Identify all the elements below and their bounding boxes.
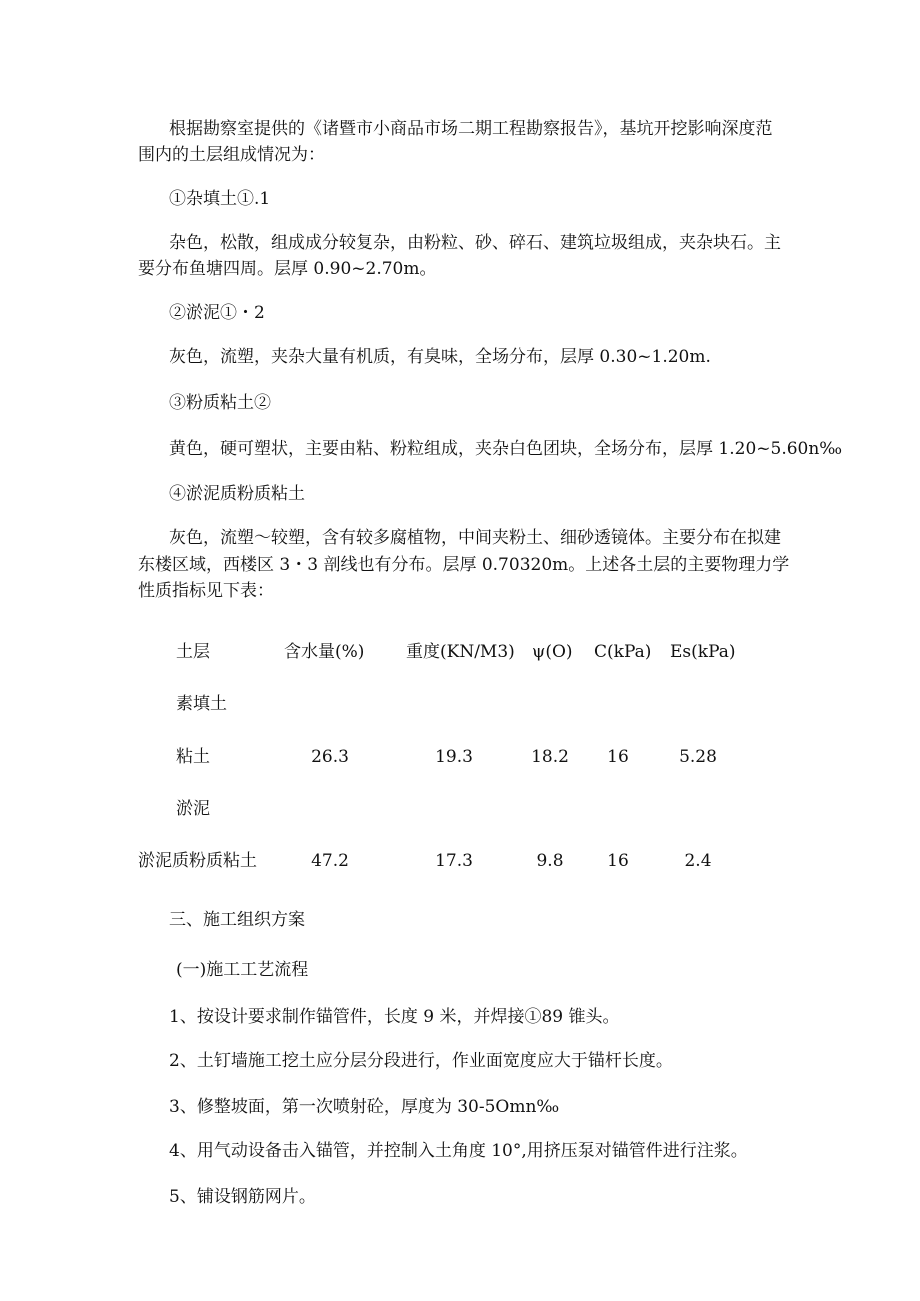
layer-description: 杂色，松散，组成成分较复杂，由粉粒、砂、碎石、建筑垃圾组成，夹杂块石。主 [169, 233, 781, 253]
layer-description: 要分布鱼塘四周。层厚 0.90~2.70m。 [138, 259, 437, 279]
layer-description: 性质指标见下表： [138, 581, 274, 601]
layer-description: 东楼区域，西楼区 3・3 剖线也有分布。层厚 0.70320m。上述各土层的主要物理力学 [138, 555, 790, 575]
table-cell: 5.28 [679, 747, 717, 767]
table-row-label: 粘土 [176, 747, 210, 767]
intro-line-1: 根据勘察室提供的《诸暨市小商品市场二期工程勘察报告》，基坑开挖影响深度范 [169, 119, 773, 139]
process-step: 4、用气动设备击入锚管，并控制入土角度 10°,用挤压泵对锚管件进行注浆。 [169, 1141, 748, 1161]
table-cell: 19.3 [435, 747, 473, 767]
layer-description: 灰色，流塑，夹杂大量有机质，有臭味，全场分布，层厚 0.30~1.20m. [169, 347, 711, 367]
table-header-cell: 土层 [176, 642, 210, 662]
process-step: 3、修整坡面，第一次喷射砼，厚度为 30-5Omn‰ [169, 1097, 560, 1117]
table-header-cell: C(kPa) [594, 642, 652, 662]
table-cell: 16 [607, 851, 629, 871]
layer-heading: ①杂填土①.1 [169, 189, 271, 209]
section-title: 三、施工组织方案 [169, 910, 305, 930]
table-cell: 9.8 [536, 851, 564, 871]
section-subtitle: (一)施工工艺流程 [176, 960, 309, 980]
table-header-cell: 重度(KN/M3) [406, 642, 515, 662]
layer-heading: ③粉质粘土② [169, 393, 271, 413]
process-step: 2、土钉墙施工挖土应分层分段进行，作业面宽度应大于锚杆长度。 [169, 1051, 673, 1071]
table-header-cell: Es(kPa) [670, 642, 736, 662]
table-header-cell: ψ(O) [532, 642, 573, 662]
table-cell: 26.3 [311, 747, 349, 767]
process-step: 1、按设计要求制作锚管件，长度 9 米，并焊接①89 锥头。 [169, 1007, 620, 1027]
layer-heading: ④淤泥质粉质粘土 [169, 484, 305, 504]
table-cell: 17.3 [435, 851, 473, 871]
table-row-label: 素填土 [176, 694, 227, 714]
layer-description: 黄色，硬可塑状，主要由粘、粉粒组成，夹杂白色团块，全场分布，层厚 1.20~5.60n‰ [169, 439, 843, 459]
table-cell: 47.2 [311, 851, 349, 871]
table-row-label: 淤泥质粉质粘土 [138, 851, 257, 871]
layer-heading: ②淤泥①・2 [169, 303, 265, 323]
table-cell: 18.2 [531, 747, 569, 767]
table-row-label: 淤泥 [176, 799, 210, 819]
table-header-cell: 含水量(%) [284, 642, 365, 662]
process-step: 5、铺设钢筋网片。 [169, 1187, 316, 1207]
table-cell: 2.4 [684, 851, 712, 871]
intro-line-2: 围内的土层组成情况为： [138, 145, 325, 165]
layer-description: 灰色，流塑～较塑，含有较多腐植物，中间夹粉土、细砂透镜体。主要分布在拟建 [169, 528, 781, 548]
table-cell: 16 [607, 747, 629, 767]
